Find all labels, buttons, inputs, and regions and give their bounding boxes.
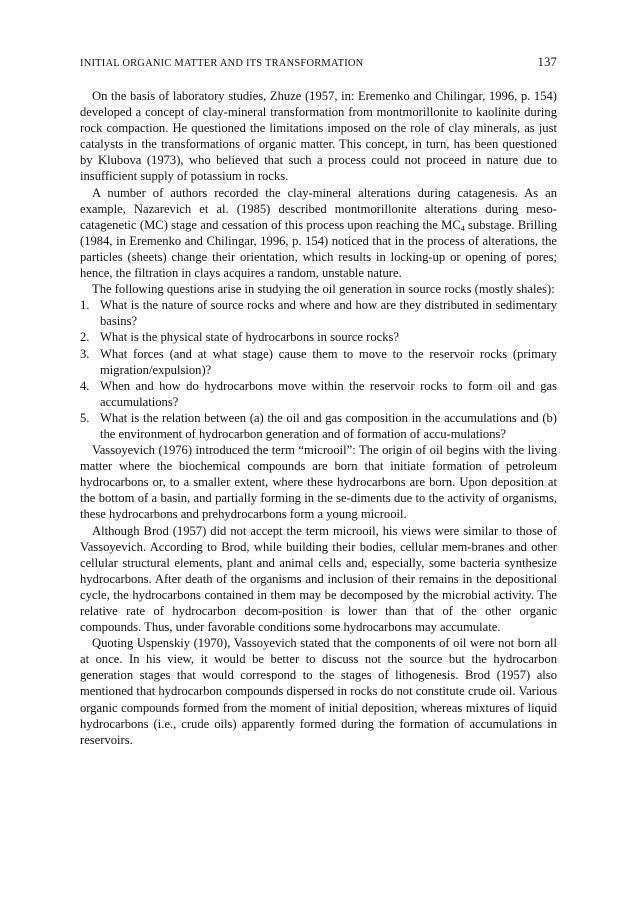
list-item-text: When and how do hydrocarbons move within the reservoir rocks to form oil and gas accumulations? — [100, 378, 557, 409]
paragraph — [80, 185, 557, 282]
body-text — [80, 88, 557, 748]
list-item-text: What is the nature of source rocks and where and how are they distributed in sedimentary basins? — [100, 298, 557, 329]
paragraph: Although Brod (1957) did not accept the term microoil, his views were similar to those of Vassoyevich. According to Brod, while building their bodies, cellular mem-branes and other cellular structural elements, plant and animal cells and, especially, some bacteria synthesize hydrocarbons. After death of the organisms and inclusion of their remains in the depositional cycle, the hydrocarbons contained in them may be decomposed by the microbial activity. The relative rate of hydrocarbon decom-position is lower than that of the other organic compounds. Thus, under favorable conditions some hydrocarbons may accumulate. — [80, 523, 557, 635]
list-item — [80, 378, 557, 410]
paragraph: Quoting Uspenskiy (1970), Vassoyevich stated that the components of oil were not born all at once. In his view, it would be better to discuss not the source but the hydrocarbon generation stages that would correspond to the stages of lithogenesis. Brod (1957) also mentioned that hydrocarbon compounds dispersed in rocks do not constitute crude oil. Various organic compounds formed from the moment of initial deposition, whereas mixtures of liquid hydrocarbons (i.e., crude oils) apparently formed during the formation of accumulations in reservoirs. — [80, 636, 557, 747]
page-number: 137 — [537, 55, 557, 69]
list-number: 3. — [80, 346, 90, 361]
running-title: INITIAL ORGANIC MATTER AND ITS TRANSFORMATION — [80, 58, 364, 69]
paragraph: On the basis of laboratory studies, Zhuze (1957, in: Eremenko and Chilingar, 1996, p. 154) developed a concept of clay-mineral transformation from montmorillonite to kaolinite during rock compaction. He questioned the limitations imposed on the role of clay minerals, as just catalysts in the transformations of organic matter. This concept, in turn, has been questioned by Klubova (1973), who believed that such a process could not proceed in nature due to insufficient supply of potassium in rocks. — [80, 89, 557, 184]
list-item — [80, 346, 557, 378]
paragraph: The following questions arise in studying the oil generation in source rocks (mostly shales): — [92, 282, 555, 297]
list-number: 2. — [80, 330, 90, 345]
list-item-text: What is the physical state of hydrocarbons in source rocks? — [100, 330, 400, 345]
running-header — [80, 55, 557, 70]
list-number: 5. — [80, 410, 90, 425]
list-item-text: What forces (and at what stage) cause them to move to the reservoir rocks (primary migration/expulsion)? — [100, 346, 557, 377]
paragraph-text: substage. Brilling (1984, in Eremenko and Chilingar, 1996, p. 154) noticed that in the process of alterations, the particles (sheets) change their orientation, which results in locking-up or opening of pores; hence, the filtration in clays acquires a random, unstable nature. — [80, 217, 558, 281]
paragraph-text: A number of authors recorded the clay-mineral alterations during catagenesis. As an example, Nazarevich et al. (1985) described montmorillonite alterations during meso-catagenetic (MC) stage and cessation of this process upon reaching the MC — [80, 185, 557, 232]
list-item — [80, 410, 557, 442]
questions-list — [80, 297, 557, 442]
list-item — [80, 329, 557, 345]
book-page — [80, 55, 557, 748]
list-number: 4. — [80, 378, 90, 393]
paragraph: Vassoyevich (1976) introduced the term “microoil”: The origin of oil begins with the living matter where the biochemical compounds are born that initiate formation of petroleum hydrocarbons or, to a smaller extent, where these hydrocarbons are born. Upon deposition at the bottom of a basin, and partially forming in the se-diments due to the activity of organisms, these hydrocarbons and prehydrocarbons form a young microoil. — [80, 443, 557, 522]
list-item — [80, 297, 557, 329]
subscript: 4 — [460, 223, 465, 233]
list-number: 1. — [80, 298, 90, 313]
list-item-text: What is the relation between (a) the oil and gas composition in the accumulations and (b) the environment of hydrocarbon generation and of formation of accu-mulations? — [100, 410, 557, 441]
